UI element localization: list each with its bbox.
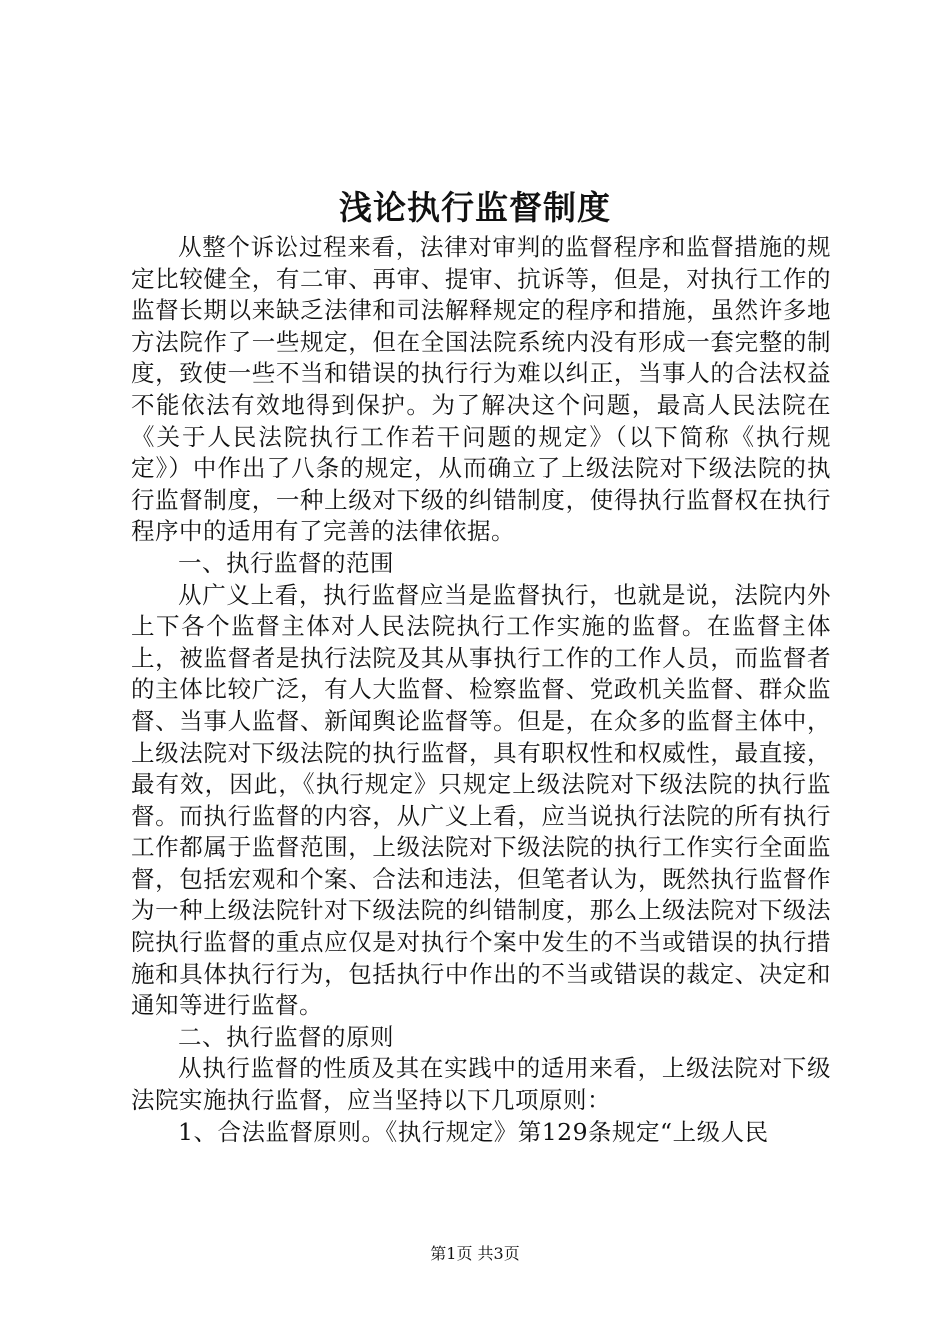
page-footer: 第1页 共3页	[430, 1244, 520, 1263]
document-title: 浅论执行监督制度	[339, 188, 611, 227]
paragraph-principle-1: 1、合法监督原则。《执行规定》第129条规定“上级人民	[178, 1117, 769, 1146]
paragraph-intro: 从整个诉讼过程来看，法律对审判的监督程序和监督措施的规定比较健全，有二审、再审、提审、抗诉等，但是，对执行工作的监督长期以来缺乏法律和司法解释规定的程序和措施，虽然许多地方法院作了一些规定，但在全国法院系统内没有形成一套完整的制度，致使一些不当和错误的执行行为难以纠正，当事人的合法权益不能依法有效地得到保护。为了解决这个问题，最高人民法院在《关于人民法院执行工作若干问题的规定》（以下简称《执行规定》）中作出了八条的规定，从而确立了上级法院对下级法院的执行监督制度，一种上级对下级的纠错制度，使得执行监督权在执行程序中的适用有了完善的法律依据。	[131, 233, 831, 546]
section-heading-principles: 二、执行监督的原则	[178, 1022, 394, 1051]
document-body	[131, 232, 831, 1148]
section-heading-scope: 一、执行监督的范围	[178, 548, 394, 577]
paragraph-scope: 从广义上看，执行监督应当是监督执行，也就是说，法院内外上下各个监督主体对人民法院执行工作实施的监督。在监督主体上，被监督者是执行法院及其从事执行工作的工作人员，而监督者的主体比较广泛，有人大监督、检察监督、党政机关监督、群众监督、当事人监督、新闻舆论监督等。但是，在众多的监督主体中，上级法院对下级法院的执行监督，具有职权性和权威性，最直接，最有效，因此，《执行规定》只规定上级法院对下级法院的执行监督。而执行监督的内容，从广义上看，应当说执行法院的所有执行工作都属于监督范围，上级法院对下级法院的执行工作实行全面监督，包括宏观和个案、合法和违法，但笔者认为，既然执行监督作为一种上级法院针对下级法院的纠错制度，那么上级法院对下级法院执行监督的重点应仅是对执行个案中发生的不当或错误的执行措施和具体执行行为，包括执行中作出的不当或错误的裁定、决定和通知等进行监督。	[131, 580, 831, 1020]
paragraph-principles-intro: 从执行监督的性质及其在实践中的适用来看，上级法院对下级法院实施执行监督，应当坚持以下几项原则：	[131, 1054, 831, 1115]
